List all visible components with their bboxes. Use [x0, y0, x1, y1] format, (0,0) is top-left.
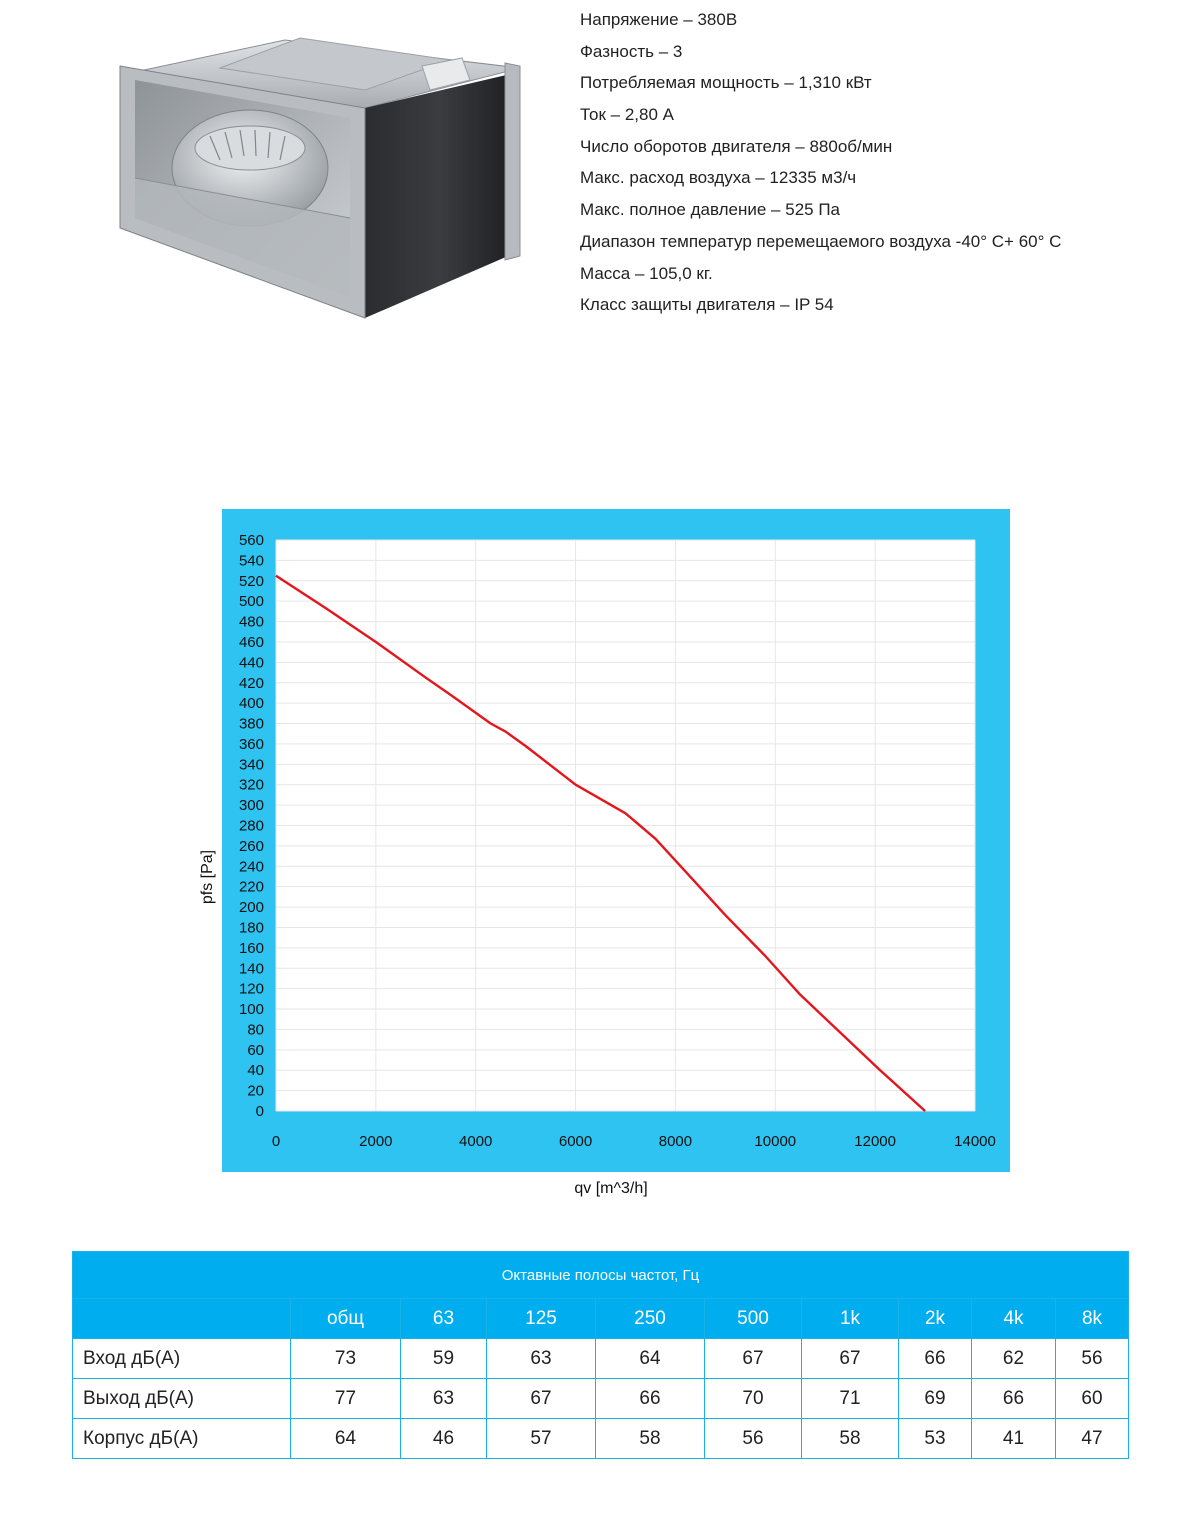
spec-max-airflow: Макс. расход воздуха – 12335 м3/ч	[580, 168, 857, 188]
y-tick-label: 160	[238, 939, 264, 957]
y-tick-label: 560	[238, 532, 264, 549]
table-row	[73, 1339, 1129, 1379]
table-cell: 57	[487, 1419, 596, 1459]
spec-protection-class: Класс защиты двигателя – IP 54	[580, 295, 834, 315]
y-tick-label: 20	[247, 1082, 264, 1100]
spec-phases: Фазность – 3	[580, 41, 683, 61]
table-cell: 59	[401, 1339, 487, 1379]
table-cell: 67	[487, 1379, 596, 1419]
spec-voltage: Напряжение – 380В	[580, 10, 738, 29]
x-tick-label: 4000	[459, 1133, 493, 1150]
table-cell: 71	[802, 1379, 899, 1419]
table-cell: 77	[291, 1379, 401, 1419]
table-cell: 66	[972, 1379, 1056, 1419]
column-header: 4k	[972, 1299, 1056, 1339]
table-cell: 73	[291, 1339, 401, 1379]
row-label: Выход дБ(А)	[73, 1379, 291, 1419]
row-label: Вход дБ(А)	[73, 1339, 291, 1379]
table-cell: 67	[705, 1339, 802, 1379]
table-cell: 63	[401, 1379, 487, 1419]
table-cell: 46	[401, 1419, 487, 1459]
y-axis-label: pfs [Pa]	[199, 849, 216, 905]
x-tick-label: 6000	[558, 1133, 593, 1150]
table-cell: 58	[596, 1419, 705, 1459]
column-header: 500	[705, 1299, 802, 1339]
spec-temperature-range: Диапазон температур перемещаемого воздуха -40° С+ 60° С	[580, 231, 1062, 251]
table-cell: 56	[705, 1419, 802, 1459]
x-tick-label: 14000	[954, 1133, 996, 1150]
x-tick-label: 2000	[359, 1133, 393, 1150]
spec-mass: Масса – 105,0 кг.	[580, 263, 713, 283]
y-tick-labels	[239, 532, 264, 1120]
y-tick-label: 60	[247, 1041, 264, 1059]
table-header-row	[73, 1299, 1129, 1339]
y-tick-label: 100	[238, 1001, 264, 1019]
y-tick-label: 340	[238, 756, 264, 774]
spec-power: Потребляемая мощность – 1,310 кВт	[580, 73, 872, 93]
column-header: 1k	[802, 1299, 899, 1339]
table-row	[73, 1379, 1129, 1419]
y-tick-label: 80	[247, 1021, 264, 1039]
y-tick-label: 520	[238, 572, 264, 590]
y-tick-label: 280	[238, 817, 264, 835]
table-cell: 64	[596, 1339, 705, 1379]
y-tick-label: 420	[238, 674, 264, 692]
x-tick-label: 0	[271, 1133, 281, 1150]
y-tick-label: 0	[255, 1103, 264, 1120]
y-tick-label: 140	[238, 960, 264, 978]
table-cell: 56	[1056, 1339, 1129, 1379]
table-caption: Октавные полосы частот, Гц	[73, 1252, 1129, 1299]
column-header: 125	[487, 1299, 596, 1339]
x-tick-label: 8000	[658, 1133, 693, 1150]
x-tick-label: 12000	[854, 1133, 897, 1150]
table-caption-row	[73, 1252, 1129, 1299]
table-cell: 64	[291, 1419, 401, 1459]
spec-current: Ток – 2,80 А	[580, 105, 674, 125]
column-header: общ	[291, 1299, 401, 1339]
table-cell: 47	[1056, 1419, 1129, 1459]
y-tick-label: 260	[238, 837, 264, 855]
y-tick-label: 480	[238, 613, 264, 631]
table-row	[73, 1419, 1129, 1459]
column-header	[73, 1299, 291, 1339]
x-axis-label: qv [m^3/h]	[574, 1180, 648, 1197]
table-cell: 67	[802, 1339, 899, 1379]
y-tick-label: 380	[238, 715, 264, 733]
column-header: 2k	[899, 1299, 972, 1339]
y-tick-label: 180	[238, 919, 264, 937]
table-cell: 53	[899, 1419, 972, 1459]
table-cell: 62	[972, 1339, 1056, 1379]
spec-max-pressure: Макс. полное давление – 525 Па	[580, 200, 840, 220]
y-tick-label: 200	[238, 899, 264, 917]
y-tick-label: 400	[238, 695, 264, 713]
x-tick-label: 10000	[754, 1133, 797, 1150]
table-cell: 66	[899, 1339, 972, 1379]
table-cell: 60	[1056, 1379, 1129, 1419]
row-label: Корпус дБ(А)	[73, 1419, 291, 1459]
octave-band-table	[72, 1251, 1128, 1459]
x-tick-labels	[272, 1133, 996, 1150]
y-tick-label: 220	[238, 878, 264, 896]
table-cell: 69	[899, 1379, 972, 1419]
column-header: 250	[596, 1299, 705, 1339]
y-tick-label: 320	[238, 776, 264, 794]
table-cell: 66	[596, 1379, 705, 1419]
table-cell: 41	[972, 1419, 1056, 1459]
y-tick-label: 440	[238, 654, 264, 672]
table-cell: 58	[802, 1419, 899, 1459]
y-tick-label: 360	[238, 735, 264, 753]
y-tick-label: 460	[238, 633, 264, 651]
y-tick-label: 500	[238, 593, 264, 611]
spec-motor-speed: Число оборотов двигателя – 880об/мин	[580, 136, 893, 156]
table-cell: 63	[487, 1339, 596, 1379]
column-header: 63	[401, 1299, 487, 1339]
y-tick-label: 540	[238, 552, 264, 570]
y-tick-label: 300	[238, 797, 264, 815]
y-tick-label: 40	[247, 1062, 264, 1080]
table-cell: 70	[705, 1379, 802, 1419]
y-tick-label: 240	[238, 858, 264, 876]
y-tick-label: 120	[238, 980, 264, 998]
column-header: 8k	[1056, 1299, 1129, 1339]
